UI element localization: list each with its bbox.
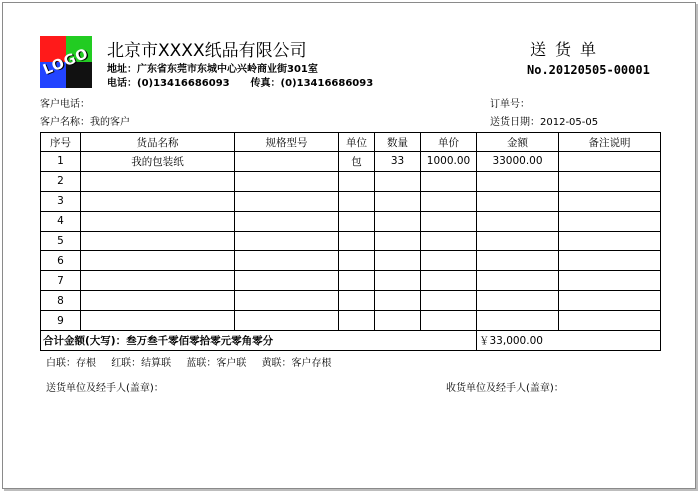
table-cell: 33 xyxy=(375,152,421,172)
logo-text: LOGO xyxy=(40,45,92,79)
total-amount-words: 合计金额(大写)：叁万叁千零佰零拾零元零角零分 xyxy=(41,331,477,351)
table-cell: 2 xyxy=(41,171,81,191)
table-row xyxy=(41,211,661,231)
table-cell xyxy=(421,231,477,251)
table-cell xyxy=(477,231,559,251)
header-cell: 序号 xyxy=(41,133,81,152)
table-cell xyxy=(477,251,559,271)
table-cell: 我的包装纸 xyxy=(81,152,235,172)
table-cell xyxy=(235,251,339,271)
table-cell xyxy=(235,191,339,211)
table-cell xyxy=(235,171,339,191)
table-cell xyxy=(375,251,421,271)
table-cell xyxy=(375,191,421,211)
header-cell: 货品名称 xyxy=(81,133,235,152)
table-cell xyxy=(421,171,477,191)
table-cell xyxy=(477,291,559,311)
header-cell: 规格型号 xyxy=(235,133,339,152)
table-cell: 33000.00 xyxy=(477,152,559,172)
table-row xyxy=(41,311,661,331)
table-row xyxy=(41,171,661,191)
table-cell xyxy=(81,191,235,211)
table-cell xyxy=(477,171,559,191)
table-cell xyxy=(235,291,339,311)
table-row xyxy=(41,251,661,271)
table-row xyxy=(41,231,661,251)
company-name: 北京市XXXX纸品有限公司 xyxy=(107,41,307,61)
table-cell: 7 xyxy=(41,271,81,291)
table-cell xyxy=(421,251,477,271)
table-cell xyxy=(339,231,375,251)
total-row xyxy=(41,331,661,351)
table-cell xyxy=(477,191,559,211)
copy-blue: 蓝联：客户联 xyxy=(186,358,247,369)
table-cell xyxy=(339,251,375,271)
copy-red: 红联：结算联 xyxy=(111,358,172,369)
table-cell xyxy=(375,211,421,231)
table-cell xyxy=(375,291,421,311)
table-cell xyxy=(559,251,661,271)
table-cell: 9 xyxy=(41,311,81,331)
table-cell xyxy=(559,271,661,291)
document-number: No.20120505-00001 xyxy=(527,63,650,77)
company-logo xyxy=(40,36,92,88)
table-row xyxy=(41,191,661,211)
table-cell xyxy=(421,211,477,231)
table-cell xyxy=(421,311,477,331)
table-cell xyxy=(339,171,375,191)
table-cell xyxy=(339,211,375,231)
table-header-row xyxy=(41,133,661,152)
header-cell: 金额 xyxy=(477,133,559,152)
header-cell: 单价 xyxy=(421,133,477,152)
table-cell xyxy=(559,231,661,251)
table-row xyxy=(41,291,661,311)
table-cell xyxy=(559,211,661,231)
table-cell xyxy=(81,291,235,311)
delivery-date-label: 送货日期： xyxy=(490,117,540,128)
table-cell xyxy=(421,271,477,291)
table-row xyxy=(41,271,661,291)
table-cell xyxy=(81,251,235,271)
table-cell xyxy=(81,271,235,291)
delivery-date-value: 2012-05-05 xyxy=(540,117,599,128)
header-cell: 单位 xyxy=(339,133,375,152)
table-cell xyxy=(477,271,559,291)
customer-name xyxy=(40,113,130,128)
table-cell xyxy=(375,311,421,331)
customer-phone-label: 客户电话： xyxy=(40,99,90,110)
header-cell: 数量 xyxy=(375,133,421,152)
table-cell xyxy=(477,211,559,231)
table-cell: 3 xyxy=(41,191,81,211)
table-cell xyxy=(375,231,421,251)
table-cell: 4 xyxy=(41,211,81,231)
table-cell xyxy=(235,211,339,231)
copy-yellow: 黄联：客户存根 xyxy=(261,358,332,369)
customer-name-value: 我的客户 xyxy=(90,117,130,128)
table-cell xyxy=(81,231,235,251)
table-cell: 6 xyxy=(41,251,81,271)
order-number xyxy=(490,95,530,110)
table-cell xyxy=(235,152,339,172)
table-cell xyxy=(559,311,661,331)
table-cell xyxy=(375,171,421,191)
table-cell xyxy=(81,311,235,331)
copy-distribution xyxy=(46,354,344,369)
table-cell xyxy=(339,311,375,331)
delivery-date xyxy=(490,113,598,128)
receiver-signature: 收货单位及经手人(盖章)： xyxy=(446,383,564,394)
table-cell xyxy=(81,211,235,231)
table-cell xyxy=(559,191,661,211)
customer-name-label: 客户名称： xyxy=(40,117,90,128)
table-cell xyxy=(339,271,375,291)
table-cell xyxy=(339,291,375,311)
table-cell: 包 xyxy=(339,152,375,172)
table-cell xyxy=(559,291,661,311)
table-cell xyxy=(235,271,339,291)
table-cell xyxy=(375,271,421,291)
items-table xyxy=(40,132,661,351)
table-row xyxy=(41,152,661,172)
table-cell xyxy=(559,152,661,172)
sender-signature: 送货单位及经手人(盖章)： xyxy=(46,383,164,394)
copy-white: 白联：存根 xyxy=(46,358,96,369)
table-cell: 1 xyxy=(41,152,81,172)
company-phone-fax: 电话：(0)13416686093 传真：(0)13416686093 xyxy=(107,78,374,89)
table-cell xyxy=(235,311,339,331)
table-cell xyxy=(339,191,375,211)
table-cell xyxy=(81,171,235,191)
table-cell xyxy=(235,231,339,251)
table-cell xyxy=(477,311,559,331)
company-address: 地址：广东省东莞市东城中心兴岭商业街301室 xyxy=(107,64,318,75)
header-cell: 备注说明 xyxy=(559,133,661,152)
table-cell: 5 xyxy=(41,231,81,251)
table-cell: 1000.00 xyxy=(421,152,477,172)
table-cell: 8 xyxy=(41,291,81,311)
total-amount: ￥33,000.00 xyxy=(477,331,661,351)
customer-phone xyxy=(40,95,90,110)
table-cell xyxy=(559,171,661,191)
order-number-label: 订单号： xyxy=(490,99,530,110)
table-cell xyxy=(421,191,477,211)
table-cell xyxy=(421,291,477,311)
document-title: 送货单 xyxy=(530,40,606,59)
